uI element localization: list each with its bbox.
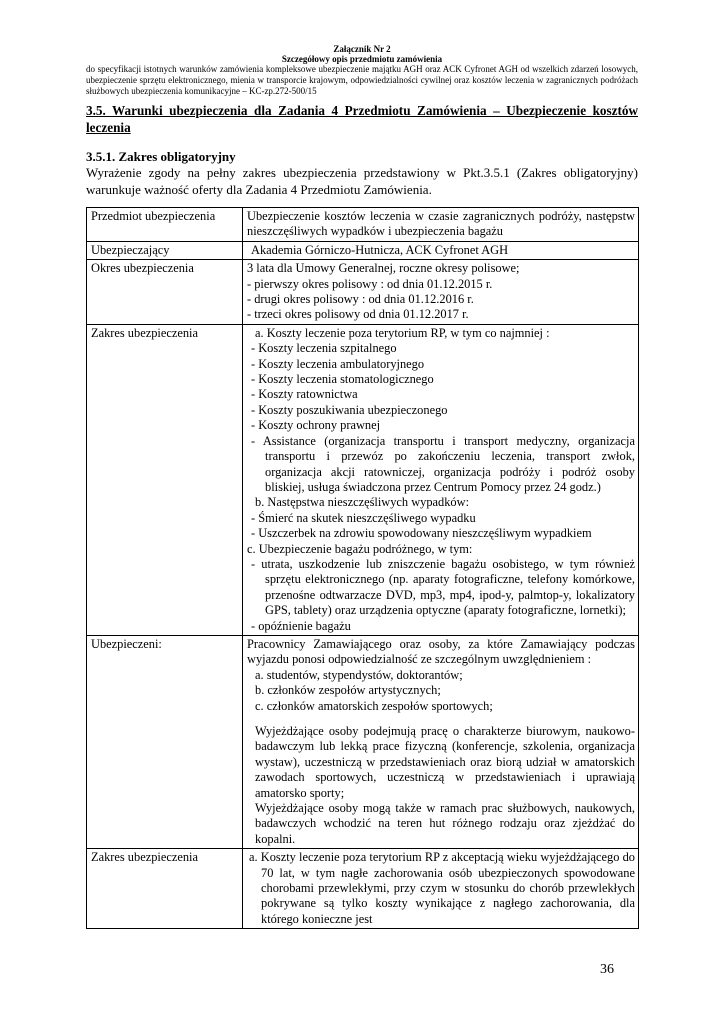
table-row — [87, 241, 639, 259]
list-item: - Koszty leczenia ambulatoryjnego — [251, 356, 425, 371]
period-line: - pierwszy okres polisowy : od dnia 01.12.2015 r. — [247, 276, 493, 291]
attachment-label: Załącznik Nr 2 — [333, 44, 391, 54]
period-line: - trzeci okres polisowy od dnia 01.12.2017 r. — [247, 307, 469, 322]
scope-heading-c: c. Ubezpieczenie bagażu podróżnego, w tym: — [247, 541, 473, 556]
list-item: - opóźnienie bagażu — [251, 618, 351, 633]
table-row — [87, 635, 639, 848]
row-label: Ubezpieczeni: — [87, 635, 243, 848]
list-item: - Śmierć na skutek nieszczęśliwego wypadku — [251, 510, 476, 525]
list-item: - Koszty leczenia szpitalnego — [251, 341, 397, 356]
scope-paragraph: a. Koszty leczenie poza terytorium RP z akceptacją wieku wyjeżdżającego do 70 lat, w tym nagłe zachorowania osób ubezpieczonych spowodowane chorobami przewlekłymi, przy czym w stosunku do chorób przewlekłych pokrywane są tylko koszty wynikające z nagłego zachorowania, dla którego konieczne jest — [249, 850, 635, 926]
list-item: - Uszczerbek na zdrowiu spowodowany nieszczęśliwym wypadkiem — [251, 526, 592, 541]
table-row — [87, 208, 639, 242]
row-value — [243, 241, 639, 259]
row-value — [243, 635, 639, 848]
spacer — [247, 714, 635, 724]
list-item: - Koszty ochrony prawnej — [251, 418, 381, 433]
document-header — [86, 44, 638, 97]
insured-intro: Pracownicy Zamawiającego oraz osoby, za które Zamawiający podczas wyjazdu ponosi odpowiedzialność ze szczególnym uwzględnieniem : — [247, 636, 635, 667]
row-label: Zakres ubezpieczenia — [87, 849, 243, 929]
insured-paragraph: Wyjeżdżające osoby podejmują pracę o charakterze biurowym, naukowo-badawczym lub lekką prace fizyczną (konferencje, szkolenia, organizacja wystaw), uczestniczą w przedstawieniach oraz biorą udział w amatorskich zawodach sportowych, uczestniczą w przedstawieniach i uprawiają amatorsko sporty; — [255, 724, 635, 800]
list-item: c. członków amatorskich zespołów sportowych; — [255, 698, 493, 713]
attachment-subtitle: Szczegółowy opis przedmiotu zamówienia — [281, 54, 443, 64]
scope-heading-b: b. Następstwa nieszczęśliwych wypadków: — [255, 495, 470, 510]
table-row — [87, 260, 639, 325]
row-label: Przedmiot ubezpieczenia — [87, 208, 243, 242]
row-label: Okres ubezpieczenia — [87, 260, 243, 325]
table-row — [87, 324, 639, 635]
row-value — [243, 849, 639, 929]
list-item: - utrata, uszkodzenie lub zniszczenie bagażu osobistego, w tym również sprzętu elektronicznego (np. aparaty fotograficzne, telefony komórkowe, przenośne odtwarzacze DVD, mp3, mp4, ipod-y, palmtop-y, lokalizatory GPS, tablety) oraz urządzenia optyczne (aparaty fotograficzne, lornetki); — [251, 556, 635, 618]
row-value — [243, 260, 639, 325]
scope-heading-a: a. Koszty leczenie poza terytorium RP, w tym co najmniej : — [255, 325, 550, 340]
row-value: Ubezpieczenie kosztów leczenia w czasie zagranicznych podróży, następstw nieszczęśliwych wypadków i ubezpieczenia bagażu — [243, 208, 639, 242]
period-line: - drugi okres polisowy : od dnia 01.12.2016 r. — [247, 292, 474, 307]
row-label: Zakres ubezpieczenia — [87, 324, 243, 635]
insurer-value: Akademia Górniczo-Hutnicza, ACK Cyfronet AGH — [251, 242, 509, 257]
table-row — [87, 849, 639, 929]
page-number: 36 — [600, 962, 614, 977]
period-line: 3 lata dla Umowy Generalnej, roczne okresy polisowe; — [247, 261, 520, 276]
list-item: - Koszty ratownictwa — [251, 387, 358, 402]
list-item: b. członków zespołów artystycznych; — [255, 683, 441, 698]
row-value — [243, 324, 639, 635]
list-item: - Assistance (organizacja transportu i transport medyczny, organizacja transportu i przewóz po zakończeniu leczenia, transport zwłok, organizacja akcji ratowniczej, organizacja podróży i podróż osoby bliskiej, usługa świadczona przez Centrum Pomocy przez 24 godz.) — [251, 433, 635, 494]
row-label: Ubezpieczający — [87, 241, 243, 259]
insured-paragraph: Wyjeżdżające osoby mogą także w ramach prac służbowych, naukowych, badawczych wchodzić na teren hut różnego rodzaju oraz zjeżdżać do kopalni. — [255, 801, 635, 846]
conditions-table — [86, 207, 639, 929]
list-item: - Koszty leczenia stomatologicznego — [251, 372, 434, 387]
section-title: 3.5. Warunki ubezpieczenia dla Zadania 4 Przedmiotu Zamówienia – Ubezpieczenie kosztów leczenia — [86, 103, 638, 135]
list-item: a. studentów, stypendystów, doktorantów; — [255, 667, 463, 682]
attachment-description: do specyfikacji istotnych warunków zamówienia kompleksowe ubezpieczenie majątku AGH oraz ACK Cyfronet AGH od wszelkich zdarzeń losowych, ubezpieczenie sprzętu elektronicznego, mienia w transporcie krajowym, odpowiedzialności cywilnej oraz kosztów leczenia w zagranicznych podróżach służbowych ubezpieczenia komunikacyjne – KC-zp.272-500/15 — [86, 64, 638, 96]
list-item: - Koszty poszukiwania ubezpieczonego — [251, 402, 448, 417]
subsection-title: 3.5.1. Zakres obligatoryjny — [86, 149, 236, 164]
intro-paragraph: Wyrażenie zgody na pełny zakres ubezpieczenia przedstawiony w Pkt.3.5.1 (Zakres obligatoryjny) warunkuje ważność oferty dla Zadania 4 Przedmiotu Zamówienia. — [86, 165, 638, 197]
